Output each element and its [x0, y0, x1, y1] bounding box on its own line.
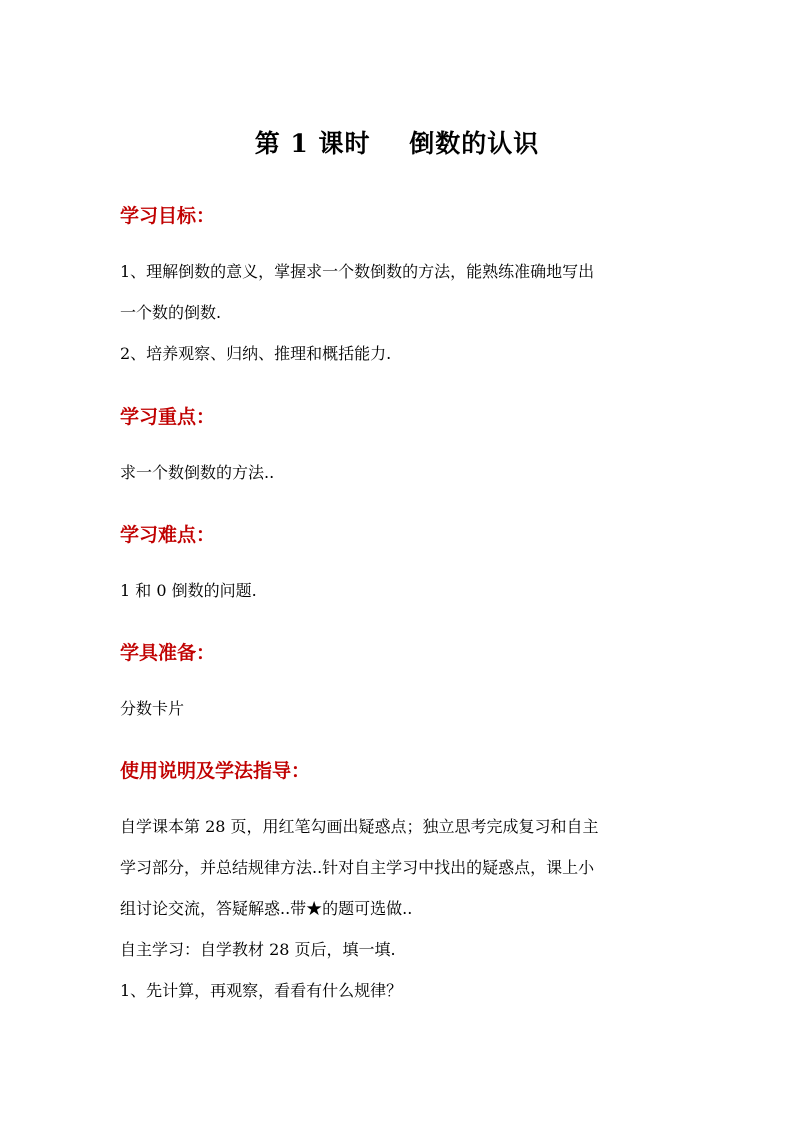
- self-study-line: 自主学习：自学教材 28 页后，填一填.: [120, 940, 396, 959]
- question-1-line: 1、先计算，再观察，看看有什么规律？: [120, 981, 403, 1000]
- instructions-line-3: 组讨论交流，答疑解惑..带★的题可选做..: [120, 899, 413, 918]
- key-points-heading: 学习重点：: [120, 406, 216, 428]
- difficulties-line-1: 1 和 0 倒数的问题.: [120, 581, 257, 600]
- key-points-line-1: 求一个数倒数的方法..: [120, 463, 275, 482]
- page-title: 第 1 课时 倒数的认识: [254, 129, 540, 158]
- materials-line-1: 分数卡片: [120, 699, 185, 718]
- objectives-line-3: 2、培养观察、归纳、推理和概括能力.: [120, 344, 392, 363]
- instructions-heading: 使用说明及学法指导：: [120, 760, 311, 782]
- objectives-line-2: 一个数的倒数.: [120, 303, 222, 322]
- instructions-line-1: 自学课本第 28 页，用红笔勾画出疑惑点；独立思考完成复习和自主: [120, 817, 599, 836]
- difficulties-heading: 学习难点：: [120, 524, 216, 546]
- objectives-heading: 学习目标：: [120, 205, 216, 227]
- objectives-line-1: 1、理解倒数的意义，掌握求一个数倒数的方法，能熟练准确地写出: [120, 262, 595, 281]
- materials-heading: 学具准备：: [120, 642, 216, 664]
- instructions-line-2: 学习部分，并总结规律方法..针对自主学习中找出的疑惑点，课上小: [120, 858, 595, 877]
